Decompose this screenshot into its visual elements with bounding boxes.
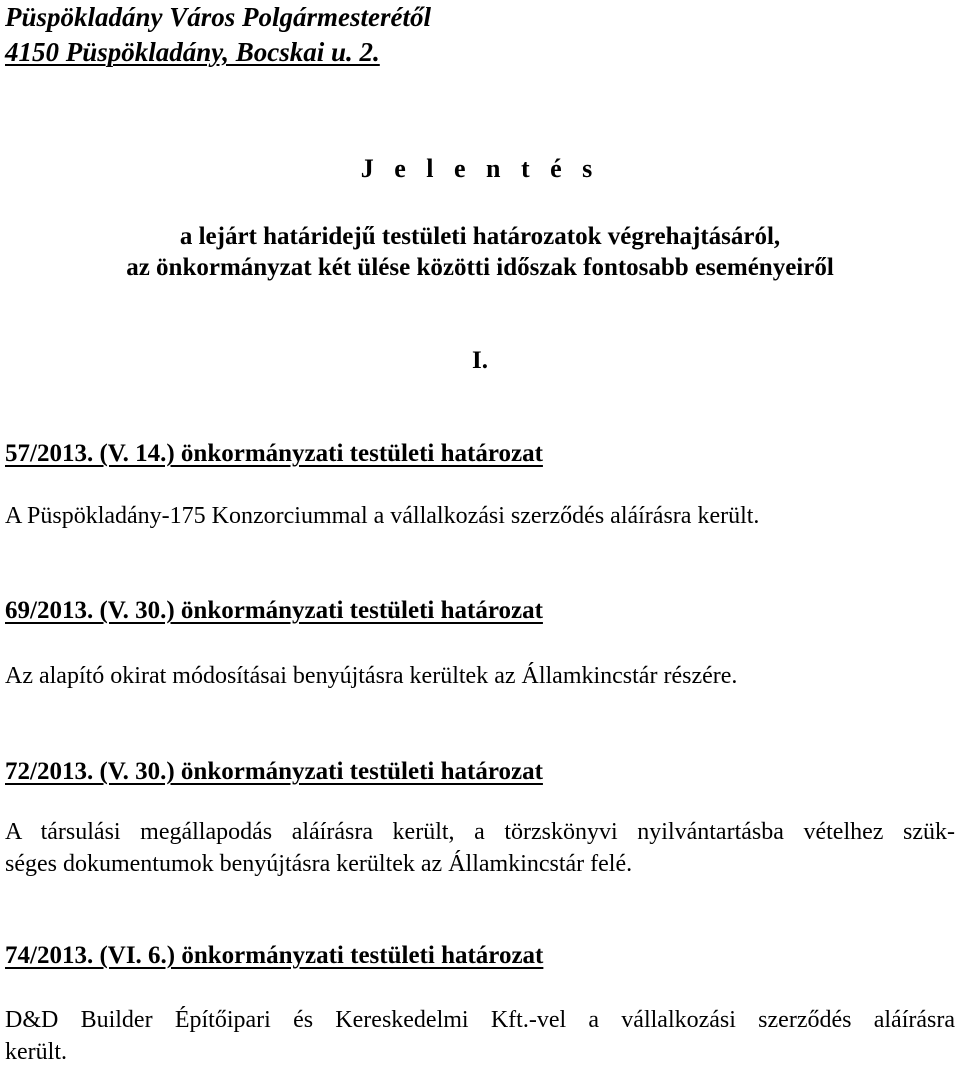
sender-address: 4150 Püspökladány, Bocskai u. 2. (5, 37, 380, 67)
report-subtitle-line-1: a lejárt határidejű testületi határozatok végrehajtásáról, (179, 223, 781, 250)
resolution-text-line: A társulási megállapodás aláírásra került, a törzskönyvi nyilvántartásba vételhez szük- (5, 819, 955, 845)
resolution-title: 69/2013. (V. 30.) önkormányzati testületi határozat (5, 597, 543, 624)
resolution-text (5, 816, 955, 880)
resolution-text-line: Az alapító okirat módosításai benyújtásra kerültek az Államkincstár részére. (5, 663, 738, 689)
resolution-text (5, 660, 955, 692)
resolution-title: 72/2013. (V. 30.) önkormányzati testületi határozat (5, 758, 543, 785)
resolution-title: 74/2013. (VI. 6.) önkormányzati testületi határozat (5, 942, 544, 969)
report-title: J e l e n t é s (360, 154, 600, 183)
report-subtitle-line-2: az önkormányzat két ülése közötti időszak fontosabb eseményeiről (126, 254, 834, 281)
resolution-text-line: A Püspökladány-175 Konzorciummal a vállalkozási szerződés aláírásra került. (5, 503, 760, 529)
resolution-title: 57/2013. (V. 14.) önkormányzati testületi határozat (5, 440, 543, 467)
resolution-text (5, 500, 955, 532)
resolution-text-line: került. (5, 1039, 67, 1065)
resolution-text (5, 1004, 955, 1068)
resolution-text-line: séges dokumentumok benyújtásra kerültek az Államkincstár felé. (5, 851, 633, 877)
section-number: I. (472, 347, 488, 374)
resolution-text-line: D&D Builder Építőipari és Kereskedelmi Kft.-vel a vállalkozási szerződés aláírásra (5, 1007, 955, 1033)
sender-name: Püspökladány Város Polgármesterétől (5, 2, 432, 32)
